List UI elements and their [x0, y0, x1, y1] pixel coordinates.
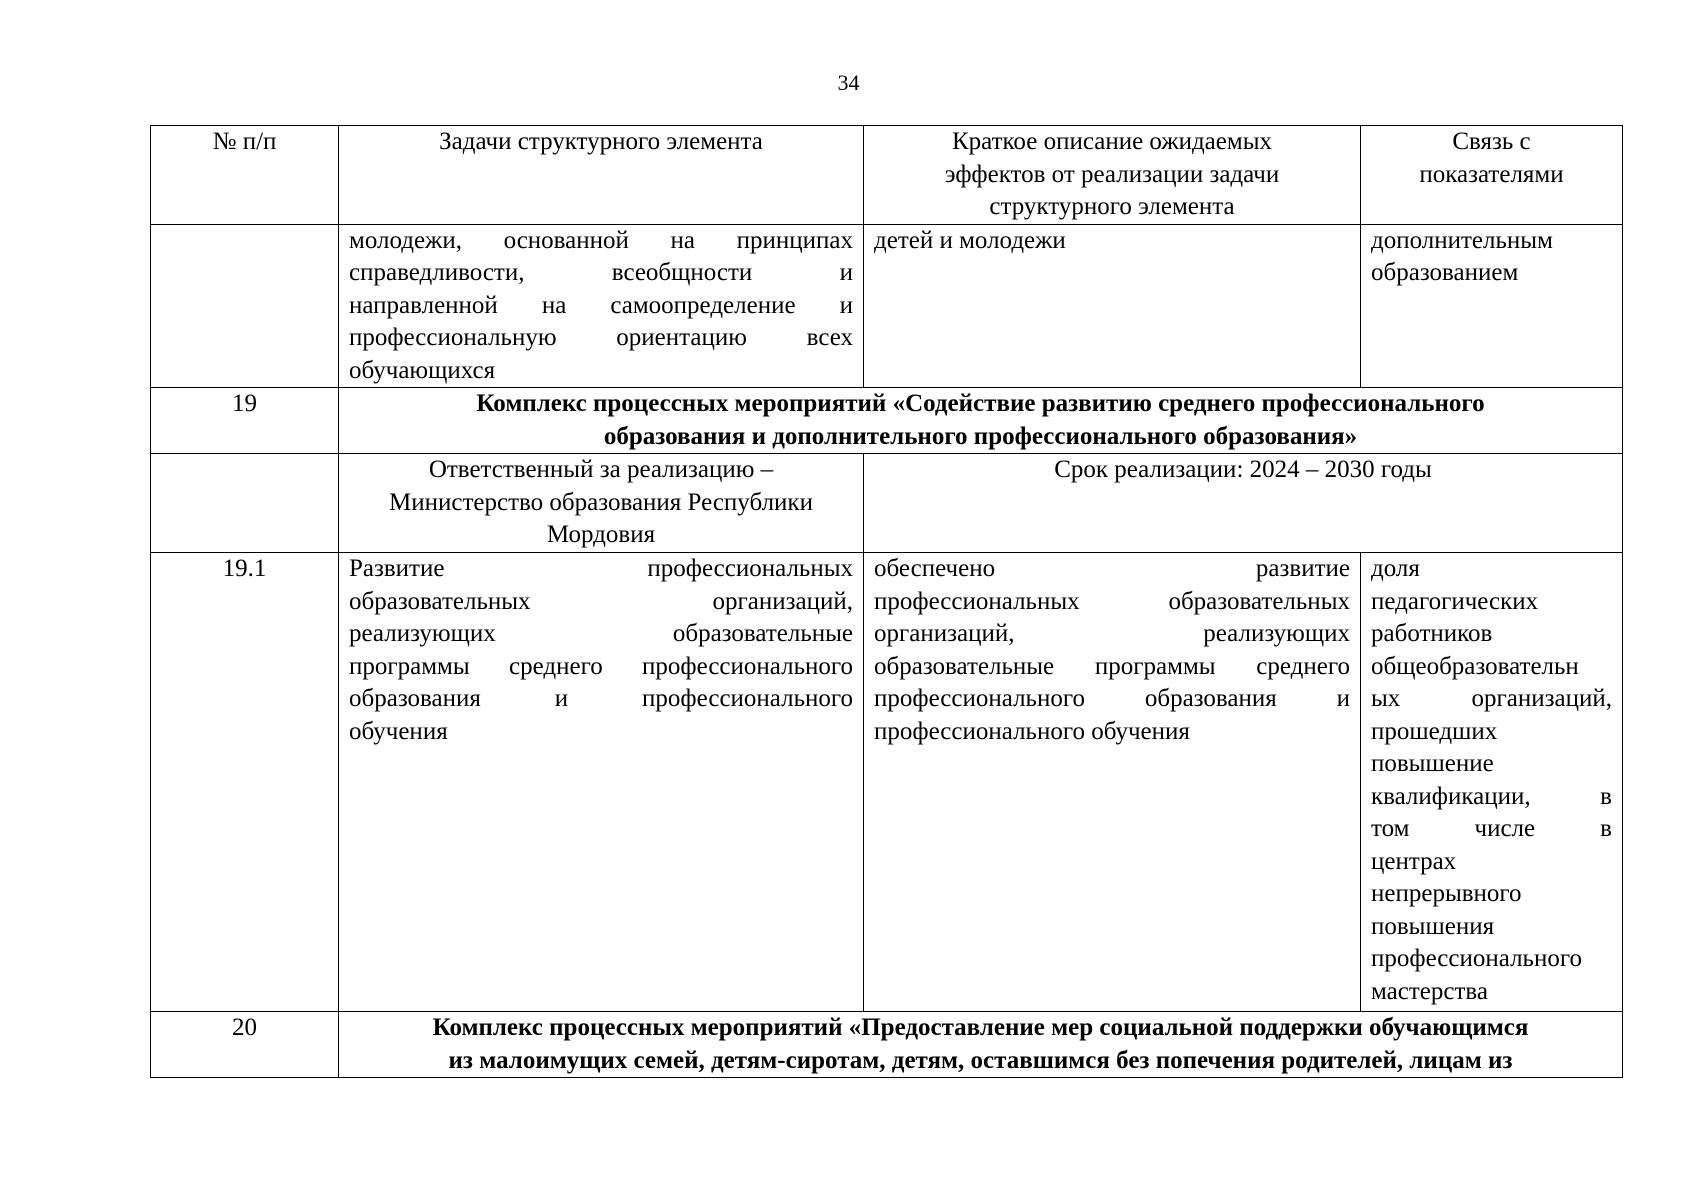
indicator-line: профессионального — [1371, 945, 1582, 972]
header-effects-line: эффектов от реализации задачи — [944, 160, 1280, 188]
responsible-row — [151, 454, 1623, 553]
responsible-line: Ответственный за реализацию – — [428, 456, 774, 483]
effect-text: детей и молодежи — [874, 226, 1066, 254]
header-effects-line: Краткое описание ожидаемых — [952, 128, 1272, 155]
indicator-line: дополнительным — [1371, 226, 1553, 254]
effect-line: профессиональных образовательных — [874, 587, 1350, 615]
section-20-title — [339, 1012, 1623, 1078]
header-num — [151, 126, 339, 225]
section-19-num — [151, 388, 339, 454]
table-row — [151, 224, 1623, 388]
section-20-num — [151, 1012, 339, 1078]
header-indicators-line: Связь с — [1452, 128, 1531, 155]
header-effects-line: структурного элемента — [989, 193, 1235, 220]
task-line: Развитие профессиональных — [349, 555, 853, 582]
section-20-title-line: Комплекс процессных мероприятий «Предоставление мер социальной поддержки обучающимся — [432, 1014, 1529, 1041]
header-effects — [864, 126, 1361, 225]
effect-line: профессионального обучения — [874, 717, 1190, 745]
continuation-tasks-cell — [339, 224, 864, 388]
indicator-line: мастерства — [1371, 977, 1488, 1005]
task-line: реализующих образовательные — [349, 620, 853, 647]
indicator-line: повышения — [1371, 912, 1495, 940]
indicator-line: педагогических — [1371, 587, 1539, 615]
indicator-line: центрах — [1371, 847, 1457, 875]
indicator-line: повышение — [1371, 750, 1494, 777]
measures-table — [150, 125, 1623, 1078]
indicator-line: квалификации, в — [1371, 782, 1612, 810]
header-indicators-line: показателями — [1419, 160, 1564, 188]
table-header-row — [151, 126, 1623, 225]
indicator-line: общеобразовательн — [1371, 652, 1579, 680]
effect-line: профессионального образования и — [874, 685, 1350, 712]
continuation-indicators-cell — [1361, 224, 1623, 388]
effect-line: обеспечено развитие — [874, 555, 1350, 582]
task-line: программы среднего профессионального — [349, 652, 853, 680]
header-num-text: № п/п — [212, 128, 277, 155]
indicator-line: доля — [1371, 555, 1420, 582]
header-indicators — [1361, 126, 1623, 225]
task-line: образовательных организаций, — [349, 587, 853, 615]
indicator-line: прошедших — [1371, 717, 1498, 745]
indicator-line: работников — [1371, 620, 1493, 647]
task-line: обучающихся — [349, 356, 496, 384]
section-19-title-line: Комплекс процессных мероприятий «Содействие развитию среднего профессионального — [476, 390, 1485, 417]
page-number: 34 — [837, 70, 860, 95]
header-tasks-text: Задачи структурного элемента — [439, 128, 763, 155]
row-19-1-tasks — [339, 553, 864, 1012]
continuation-effects-cell — [864, 224, 1361, 388]
indicator-line: непрерывного — [1371, 880, 1522, 907]
section-19-title — [339, 388, 1623, 454]
task-line: молодежи, основанной на принципах — [349, 226, 853, 254]
section-19-num-text: 19 — [232, 390, 257, 417]
section-19-title-line: образования и дополнительного профессионального образования» — [603, 422, 1358, 450]
task-line: профессиональную ориентацию всех — [349, 324, 853, 351]
responsible-cell — [339, 454, 864, 553]
row-19-1-effects — [864, 553, 1361, 1012]
row-19-1-num — [151, 553, 339, 1012]
indicator-line: том числе в — [1371, 815, 1612, 842]
row-19-1-indicators — [1361, 553, 1623, 1012]
term-text: Срок реализации: 2024 – 2030 годы — [1054, 456, 1432, 483]
section-20-num-text: 20 — [232, 1014, 257, 1041]
header-tasks — [339, 126, 864, 225]
section-row-20 — [151, 1012, 1623, 1078]
continuation-num-cell — [151, 224, 339, 388]
indicator-line: образованием — [1371, 259, 1519, 286]
task-line: справедливости, всеобщности и — [349, 259, 853, 286]
task-line: направленной на самоопределение и — [349, 291, 853, 319]
responsible-line: Министерство образования Республики — [389, 488, 813, 516]
task-line: образования и профессионального — [349, 685, 853, 712]
section-20-title-line: из малоимущих семей, детям-сиротам, детям, оставшимся без попечения родителей, лицам из — [448, 1046, 1513, 1074]
task-line: обучения — [349, 717, 448, 745]
effect-line: образовательные программы среднего — [874, 652, 1350, 680]
row-19-1-num-text: 19.1 — [222, 555, 267, 582]
effect-line: организаций, реализующих — [874, 620, 1350, 647]
responsible-line: Мордовия — [546, 521, 656, 548]
indicator-line: ых организаций, — [1371, 685, 1612, 712]
table-row — [151, 553, 1623, 1012]
term-cell — [864, 454, 1623, 553]
section-row-19 — [151, 388, 1623, 454]
responsible-num-cell — [151, 454, 339, 553]
